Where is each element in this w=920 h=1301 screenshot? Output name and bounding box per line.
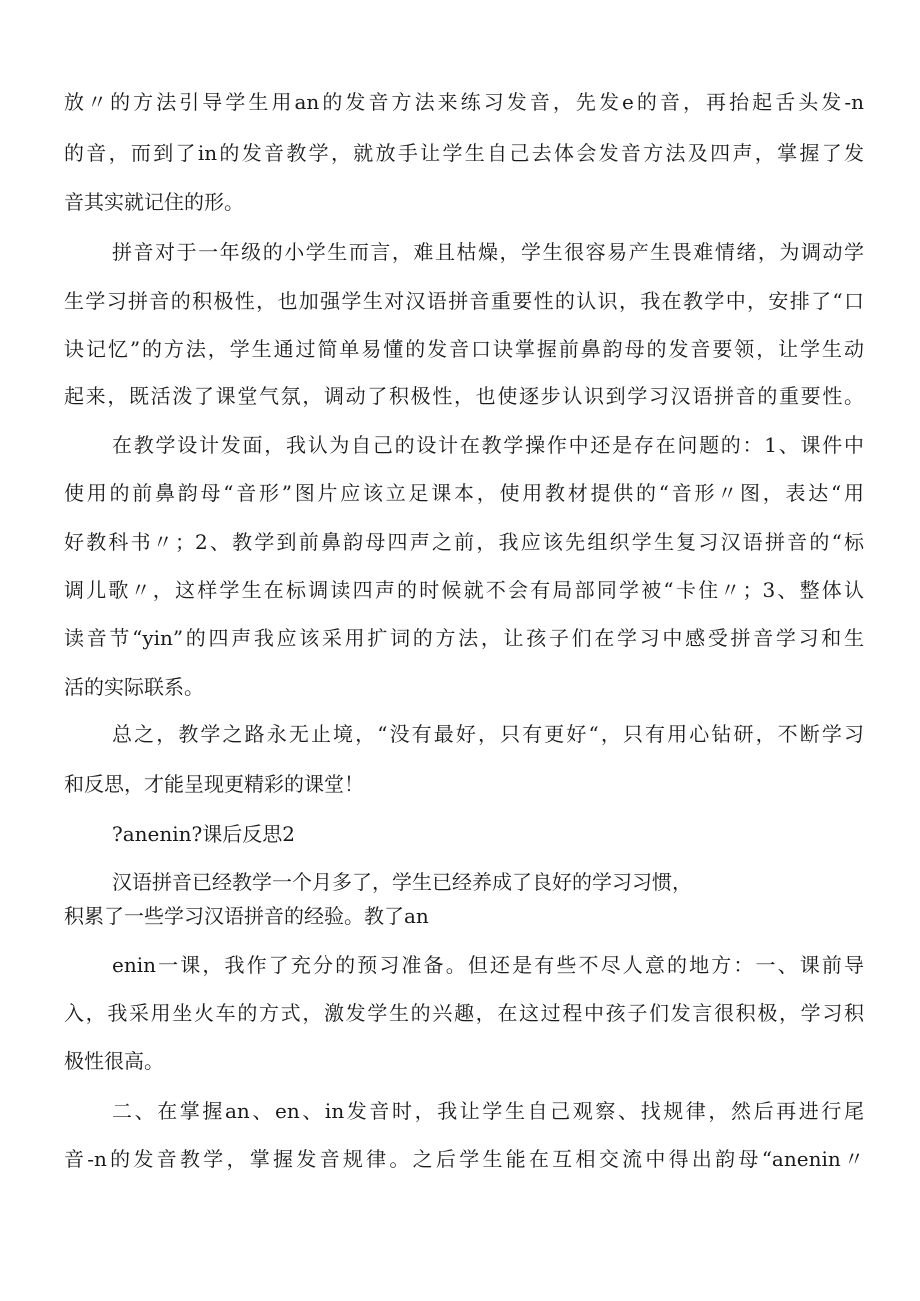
text-line: enin一课，我作了充分的预习准备。但还是有些不尽人意的地方：一、课前导 bbox=[112, 953, 864, 977]
text-line: 的音，而到了in的发音教学，就放手让学生自己去体会发音方法及四声，掌握了发 bbox=[64, 141, 864, 165]
text-line: 生学习拼音的积极性，也加强学生对汉语拼音重要性的认识，我在教学中，安排了“口 bbox=[64, 289, 864, 313]
text-line: 放〃的方法引导学生用an的发音方法来练习发音，先发e的音，再抬起舌头发-n bbox=[64, 90, 864, 114]
text-line: 音其实就记住的形。 bbox=[64, 190, 244, 214]
text-line: 好教科书〃；2、教学到前鼻韵母四声之前，我应该先组织学生复习汉语拼音的“标 bbox=[64, 530, 864, 554]
text-line: 拼音对于一年级的小学生而言，难且枯燥，学生很容易产生畏难情绪，为调动学 bbox=[112, 240, 864, 264]
text-line: 积累了一些学习汉语拼音的经验。教了an bbox=[64, 904, 429, 928]
text-line: 诀记忆”的方法，学生通过简单易懂的发音口诀掌握前鼻韵母的发音要领，让学生动 bbox=[64, 337, 864, 361]
text-line: 起来，既活泼了课堂气氛，调动了积极性，也使逐步认识到学习汉语拼音的重要性。 bbox=[64, 384, 864, 408]
text-line: 极性很高。 bbox=[64, 1049, 164, 1073]
text-line: 在教学设计发面，我认为自己的设计在教学操作中还是存在问题的：1、课件中 bbox=[112, 433, 864, 457]
section-heading: ?anenin?课后反思2 bbox=[112, 822, 295, 846]
text-line: 活的实际联系。 bbox=[64, 675, 204, 699]
text-line: 汉语拼音已经教学一个月多了，学生已经养成了良好的学习习惯， bbox=[112, 870, 692, 894]
text-line: 调儿歌〃，这样学生在标调读四声的时候就不会有局部同学被“卡住〃；3、整体认 bbox=[64, 578, 864, 602]
text-line: 音-n的发音教学，掌握发音规律。之后学生能在互相交流中得出韵母“anenin〃 bbox=[64, 1147, 864, 1171]
text-line: 和反思，才能呈现更精彩的课堂！ bbox=[64, 772, 364, 796]
text-line: 读音节“yin”的四声我应该采用扩词的方法，让孩子们在学习中感受拼音学习和生 bbox=[64, 626, 864, 650]
text-line: 总之，教学之路永无止境，“没有最好，只有更好“，只有用心钻研，不断学习 bbox=[112, 722, 864, 746]
text-line: 使用的前鼻韵母“音形”图片应该立足课本，使用教材提供的“音形〃图，表达“用 bbox=[64, 481, 864, 505]
text-line: 二、在掌握an、en、in发音时，我让学生自己观察、找规律，然后再进行尾 bbox=[112, 1099, 864, 1123]
text-line: 入，我采用坐火车的方式，激发学生的兴趣，在这过程中孩子们发言很积极，学习积 bbox=[64, 1001, 864, 1025]
